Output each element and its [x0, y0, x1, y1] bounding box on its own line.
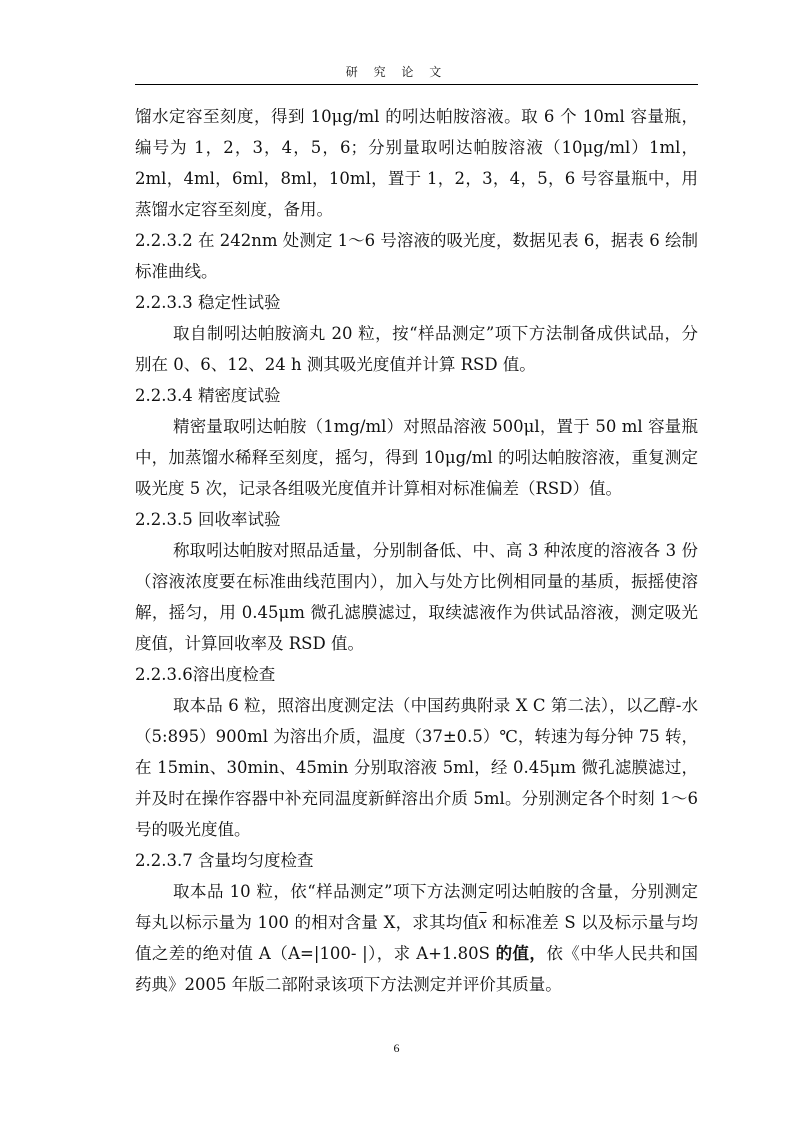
heading-stability-test: 2.2.3.3 稳定性试验	[135, 293, 281, 312]
paragraph-standard-solution: 馏水定容至刻度，得到 10μg/ml 的吲达帕胺溶液。取 6 个 10ml 容量瓶，编号为 1，2，3，4，5，6；分别量取吲达帕胺溶液（10μg/ml）1ml，2ml，4ml，6ml，8ml，10ml，置于 1，2，3，4，5，6 号容量瓶中，用蒸馏水定容至刻度，备用。	[135, 107, 698, 219]
heading-recovery-test: 2.2.3.5 回收率试验	[135, 510, 281, 529]
x-bar-symbol: $\overline{x}$	[479, 913, 487, 932]
uniformity-text-part-a: 取本品 10 粒，依“样品测定”项下方法测定吲达帕胺的含量，分别测定每丸以标示量为 100 的相对含量 X，求其均值	[135, 882, 698, 932]
running-header: 研 究 论 文	[345, 65, 448, 79]
paragraph-recovery-test: 称取吲达帕胺对照品适量，分别制备低、中、高 3 种浓度的溶液各 3 份（溶液浓度要在标准曲线范围内），加入与处方比例相同量的基质，振摇使溶解，摇匀，用 0.45μm 微孔滤膜滤过，取续滤液作为供试品溶液，测定吸光度值，计算回收率及 RSD 值。	[135, 541, 698, 653]
uniformity-text-part-b: 和标准差 S 以及标示量与均值之差的绝对值 A（A=|100- |），求 A+1.80S	[135, 913, 698, 963]
heading-dissolution-test: 2.2.3.6溶出度检查	[135, 665, 276, 684]
paragraph-stability-test: 取自制吲达帕胺滴丸 20 粒，按“样品测定”项下方法制备成供试品，分别在 0、6、12、24 h 测其吸光度值并计算 RSD 值。	[135, 324, 698, 374]
header-rule	[135, 84, 698, 85]
paragraph-precision-test: 精密量取吲达帕胺（1mg/ml）对照品溶液 500μl，置于 50 ml 容量瓶中，加蒸馏水稀释至刻度，摇匀，得到 10μg/ml 的吲达帕胺溶液，重复测定吸光度 5 次，记录各组吸光度值并计算相对标准偏差（RSD）值。	[135, 417, 698, 498]
uniformity-text-bold: 的值，	[495, 944, 547, 963]
page-number: 6	[393, 1041, 400, 1055]
page-body	[135, 101, 698, 1000]
heading-content-uniformity: 2.2.3.7 含量均匀度检查	[135, 851, 314, 870]
paragraph-content-uniformity	[135, 876, 698, 1000]
heading-precision-test: 2.2.3.4 精密度试验	[135, 386, 281, 405]
uniformity-text-part-c: 依《中华人民共和国药典》2005 年版二部附录该项下方法测定并评价其质量。	[135, 944, 699, 994]
paragraph-dissolution-test: 取本品 6 粒，照溶出度测定法（中国药典附录 X C 第二法），以乙醇-水（5:895）900ml 为溶出介质，温度（37±0.5）℃，转速为每分钟 75 转，在 15min、30min、45min 分别取溶液 5ml，经 0.45μm 微孔滤膜滤过，并及时在操作容器中补充同温度新鲜溶出介质 5ml。分别测定各个时刻 1～6 号的吸光度值。	[135, 696, 698, 839]
section-2-2-3-2: 2.2.3.2 在 242nm 处测定 1～6 号溶液的吸光度，数据见表 6，据表 6 绘制标准曲线。	[135, 231, 698, 281]
